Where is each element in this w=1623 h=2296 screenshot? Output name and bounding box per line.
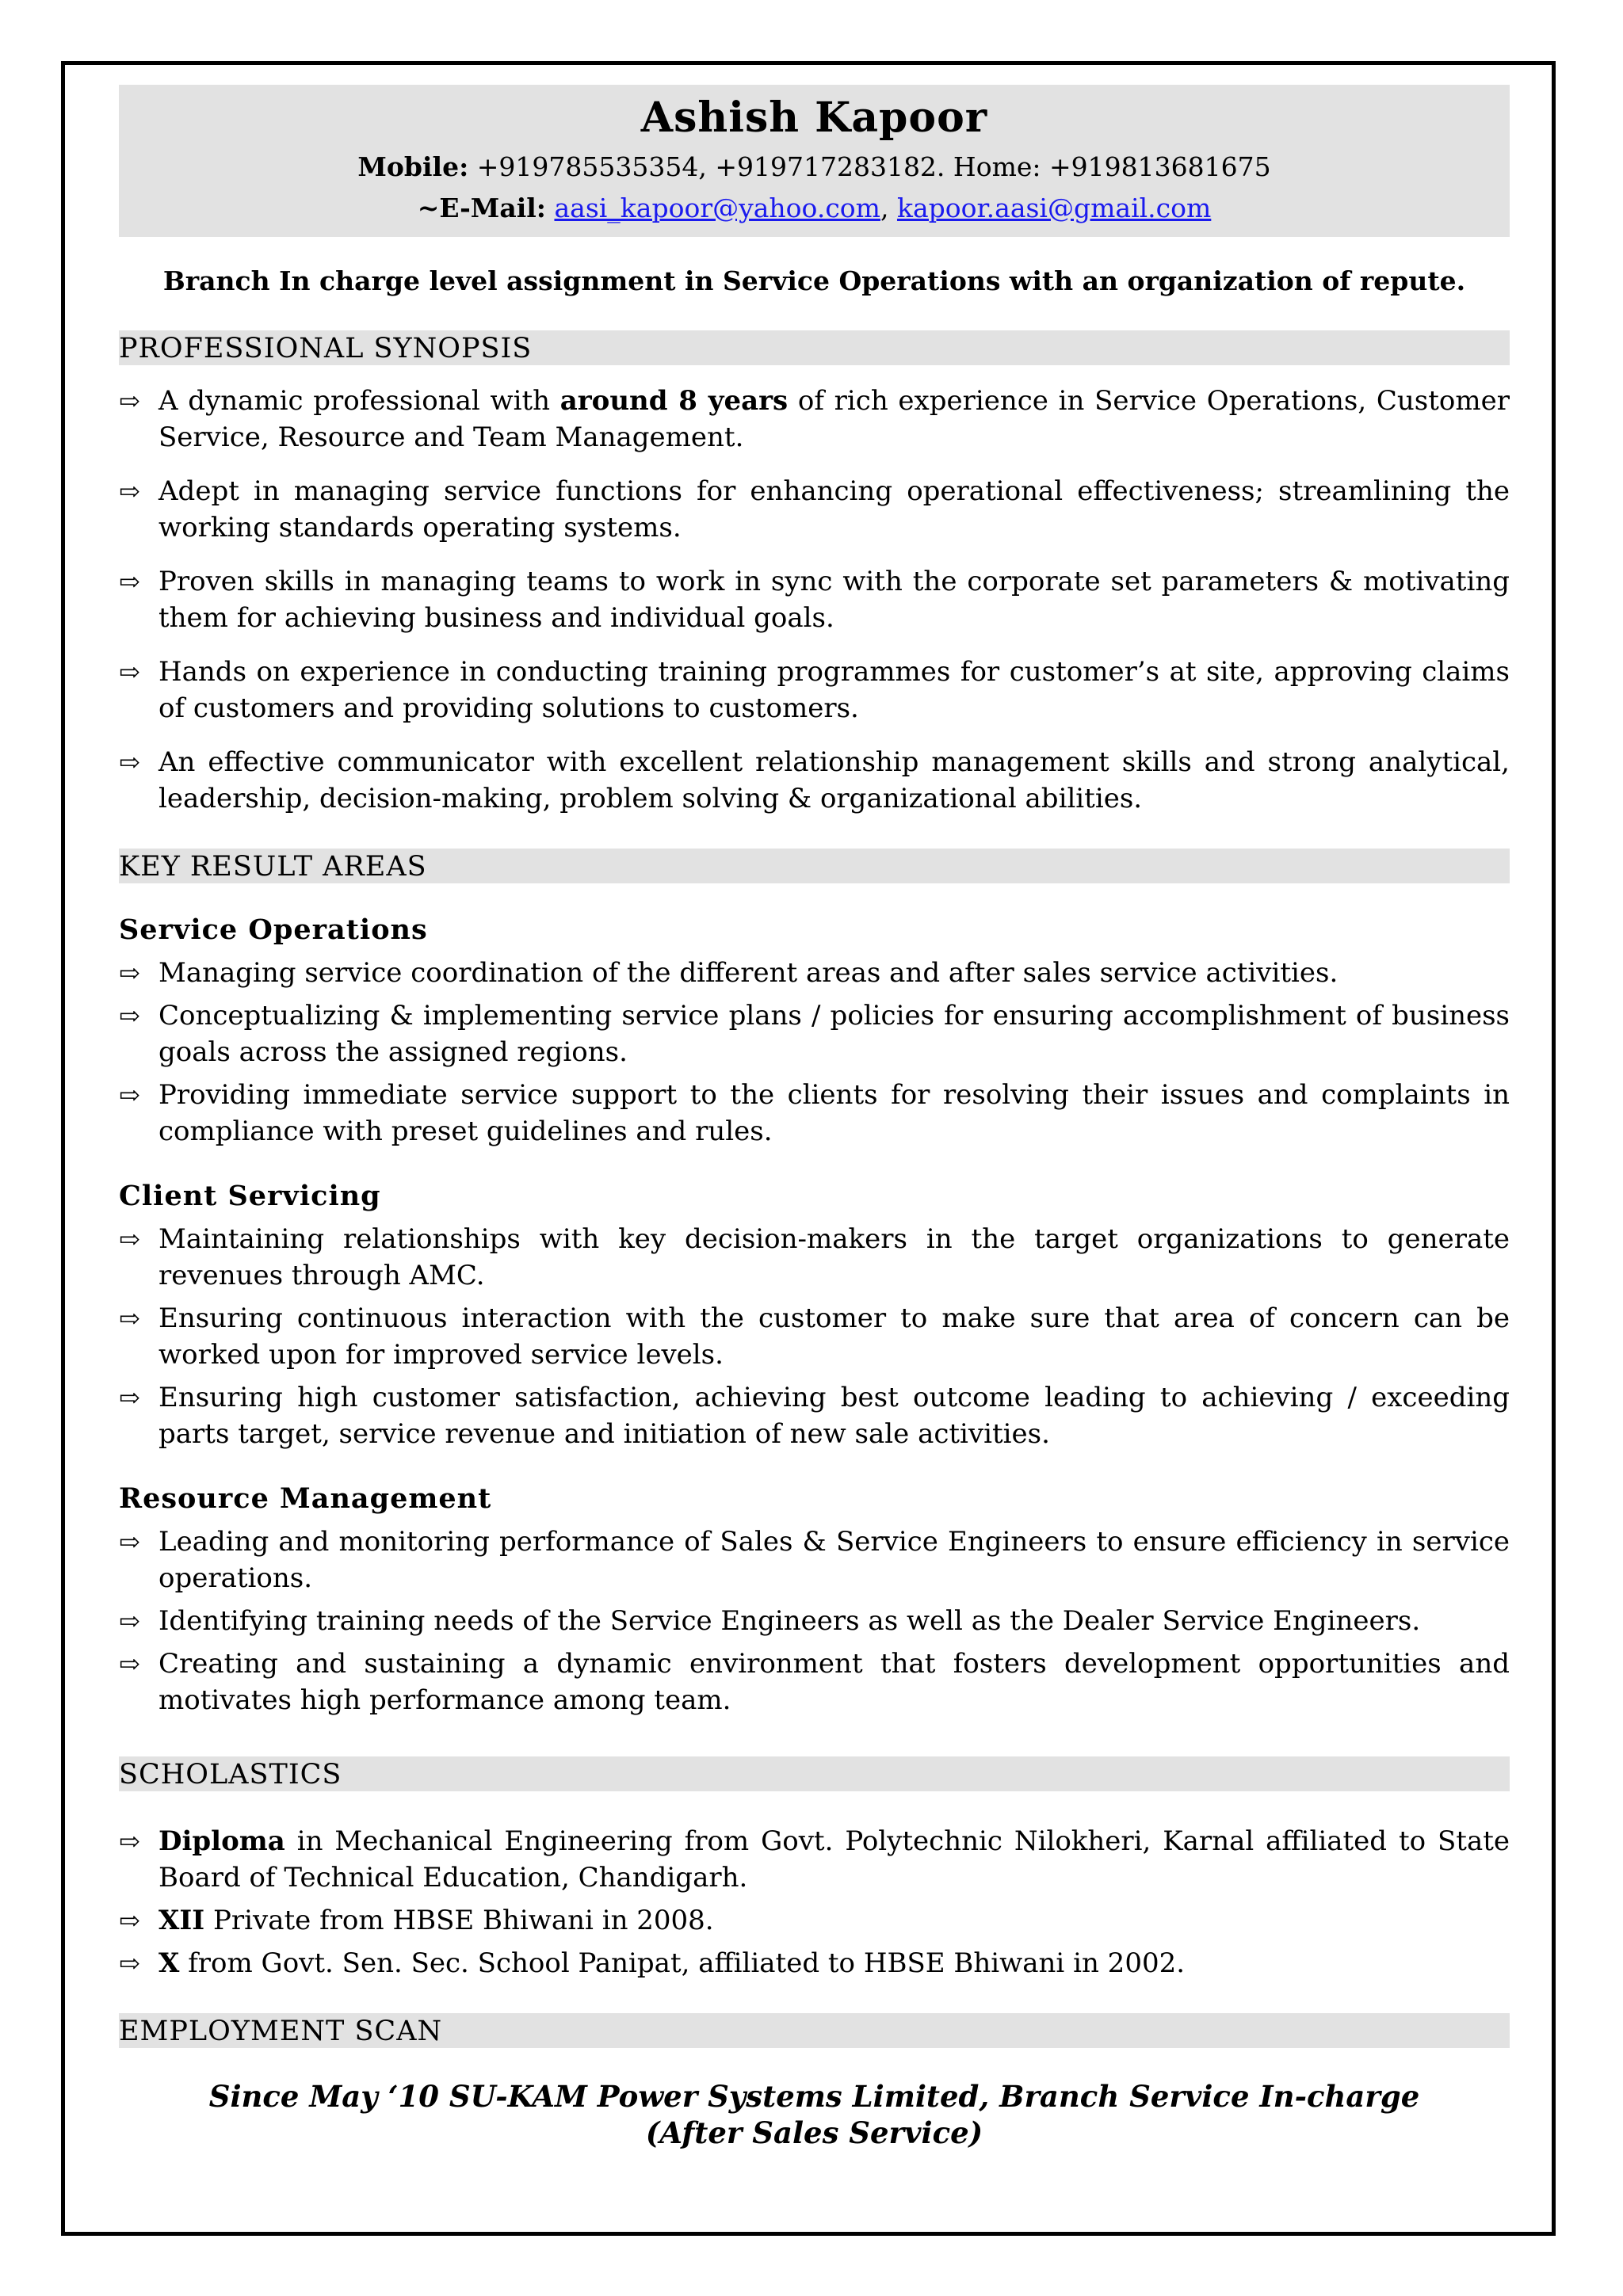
- arrow-bullet-icon: ⇨: [119, 1649, 140, 1679]
- list-item: [119, 383, 1510, 456]
- scholastics-list: [119, 1823, 1510, 1981]
- service-operations-list: [119, 955, 1510, 1150]
- qualification-detail: from Govt. Sen. Sec. School Panipat, affiliated to HBSE Bhiwani in 2002.: [179, 1947, 1186, 1979]
- mobile-numbers: +919785535354, +919717283182.: [468, 151, 953, 182]
- arrow-bullet-icon: ⇨: [119, 958, 140, 988]
- kra-text: Identifying training needs of the Service Engineers as well as the Dealer Service Engineers.: [158, 1605, 1421, 1637]
- section-scholastics: SCHOLASTICS: [119, 1756, 1510, 1791]
- arrow-bullet-icon: ⇨: [119, 1606, 140, 1636]
- arrow-bullet-icon: ⇨: [119, 476, 140, 506]
- email-link-gmail[interactable]: kapoor.aasi@gmail.com: [896, 193, 1212, 223]
- arrow-bullet-icon: ⇨: [119, 1224, 140, 1254]
- employment-entry: Since May ‘10 SU-KAM Power Systems Limited, Branch Service In-charge (After Sales Service): [208, 2079, 1420, 2150]
- qualification-name: Diploma: [158, 1825, 285, 1857]
- list-item: [119, 1823, 1510, 1896]
- list-item: [119, 1945, 1510, 1981]
- arrow-bullet-icon: ⇨: [119, 1527, 140, 1557]
- arrow-bullet-icon: ⇨: [119, 1080, 140, 1110]
- list-item: [119, 1902, 1510, 1939]
- subsection-resource-management: Resource Management: [119, 1482, 492, 1515]
- list-item: [119, 654, 1510, 727]
- subsection-client-servicing: Client Servicing: [119, 1180, 381, 1212]
- list-item: [119, 1603, 1510, 1639]
- list-item: [119, 1524, 1510, 1596]
- arrow-bullet-icon: ⇨: [119, 566, 140, 597]
- list-item: [119, 744, 1510, 817]
- mobile-label: Mobile:: [357, 151, 469, 182]
- synopsis-text: Adept in managing service functions for enhancing operational effectiveness; streamlining the working standards operating systems.: [158, 475, 1510, 543]
- kra-text: Creating and sustaining a dynamic environment that fosters development opportunities and motivates high performance among team.: [158, 1648, 1510, 1716]
- synopsis-text: A dynamic professional with: [158, 385, 560, 417]
- list-item: [119, 473, 1510, 546]
- arrow-bullet-icon: ⇨: [119, 747, 140, 777]
- synopsis-list: [119, 383, 1510, 817]
- arrow-bullet-icon: ⇨: [119, 1001, 140, 1031]
- email-separator: ,: [880, 193, 897, 223]
- subsection-service-operations: Service Operations: [119, 913, 428, 946]
- list-item: [119, 1077, 1510, 1150]
- kra-text: Ensuring continuous interaction with the customer to make sure that area of concern can be worked upon for improved service levels.: [158, 1302, 1510, 1371]
- candidate-name: Ashish Kapoor: [640, 93, 988, 142]
- kra-text: Maintaining relationships with key decision-makers in the target organizations to generate revenues through AMC.: [158, 1223, 1510, 1291]
- list-item: [119, 955, 1510, 991]
- arrow-bullet-icon: ⇨: [119, 1948, 140, 1978]
- synopsis-text: of rich experience in Service Operations, Customer Service, Resource and Team Management.: [158, 385, 1510, 453]
- resume-header: [119, 85, 1510, 237]
- arrow-bullet-icon: ⇨: [119, 1303, 140, 1333]
- kra-text: Ensuring high customer satisfaction, achieving best outcome leading to achieving / exceeding parts target, service revenue and initiation of new sale activities.: [158, 1382, 1510, 1450]
- list-item: [119, 1646, 1510, 1718]
- home-number: +919813681675: [1041, 151, 1271, 182]
- list-item: [119, 997, 1510, 1070]
- list-item: [119, 1300, 1510, 1373]
- resource-management-list: [119, 1524, 1510, 1718]
- kra-text: Managing service coordination of the different areas and after sales service activities.: [158, 957, 1338, 989]
- qualification-detail: Private from HBSE Bhiwani in 2008.: [204, 1905, 714, 1936]
- section-employment-scan: EMPLOYMENT SCAN: [119, 2013, 1510, 2048]
- phone-line: [119, 147, 1510, 188]
- qualification-detail: in Mechanical Engineering from Govt. Polytechnic Nilokheri, Karnal affiliated to State Board of Technical Education, Chandigarh.: [158, 1825, 1510, 1894]
- home-label: Home:: [953, 151, 1041, 182]
- resume-content: [119, 85, 1510, 2151]
- client-servicing-list: [119, 1221, 1510, 1452]
- arrow-bullet-icon: ⇨: [119, 386, 140, 416]
- kra-text: Leading and monitoring performance of Sales & Service Engineers to ensure efficiency in service operations.: [158, 1526, 1510, 1594]
- arrow-bullet-icon: ⇨: [119, 1383, 140, 1413]
- section-key-result-areas: KEY RESULT AREAS: [119, 849, 1510, 883]
- synopsis-text: Hands on experience in conducting training programmes for customer’s at site, approving claims of customers and providing solutions to customers.: [158, 656, 1510, 724]
- list-item: [119, 1379, 1510, 1452]
- career-objective: Branch In charge level assignment in Service Operations with an organization of repute.: [162, 265, 1466, 296]
- kra-text: Providing immediate service support to the clients for resolving their issues and complaints in compliance with preset guidelines and rules.: [158, 1079, 1510, 1147]
- list-item: [119, 1221, 1510, 1294]
- arrow-bullet-icon: ⇨: [119, 1905, 140, 1936]
- arrow-bullet-icon: ⇨: [119, 657, 140, 687]
- list-item: [119, 563, 1510, 636]
- qualification-name: XII: [158, 1905, 205, 1936]
- email-line: [119, 188, 1510, 229]
- qualification-name: X: [158, 1947, 180, 1979]
- email-link-yahoo[interactable]: aasi_kapoor@yahoo.com: [554, 193, 880, 223]
- section-professional-synopsis: PROFESSIONAL SYNOPSIS: [119, 330, 1510, 365]
- email-label: ~E-Mail:: [417, 193, 546, 223]
- synopsis-text: An effective communicator with excellent relationship management skills and strong analytical, leadership, decision-making, problem solving & organizational abilities.: [158, 746, 1510, 814]
- kra-text: Conceptualizing & implementing service plans / policies for ensuring accomplishment of business goals across the assigned regions.: [158, 1000, 1510, 1068]
- synopsis-text: Proven skills in managing teams to work in sync with the corporate set parameters & motivating them for achieving business and individual goals.: [158, 566, 1510, 634]
- experience-highlight: around 8 years: [559, 385, 789, 417]
- arrow-bullet-icon: ⇨: [119, 1826, 140, 1856]
